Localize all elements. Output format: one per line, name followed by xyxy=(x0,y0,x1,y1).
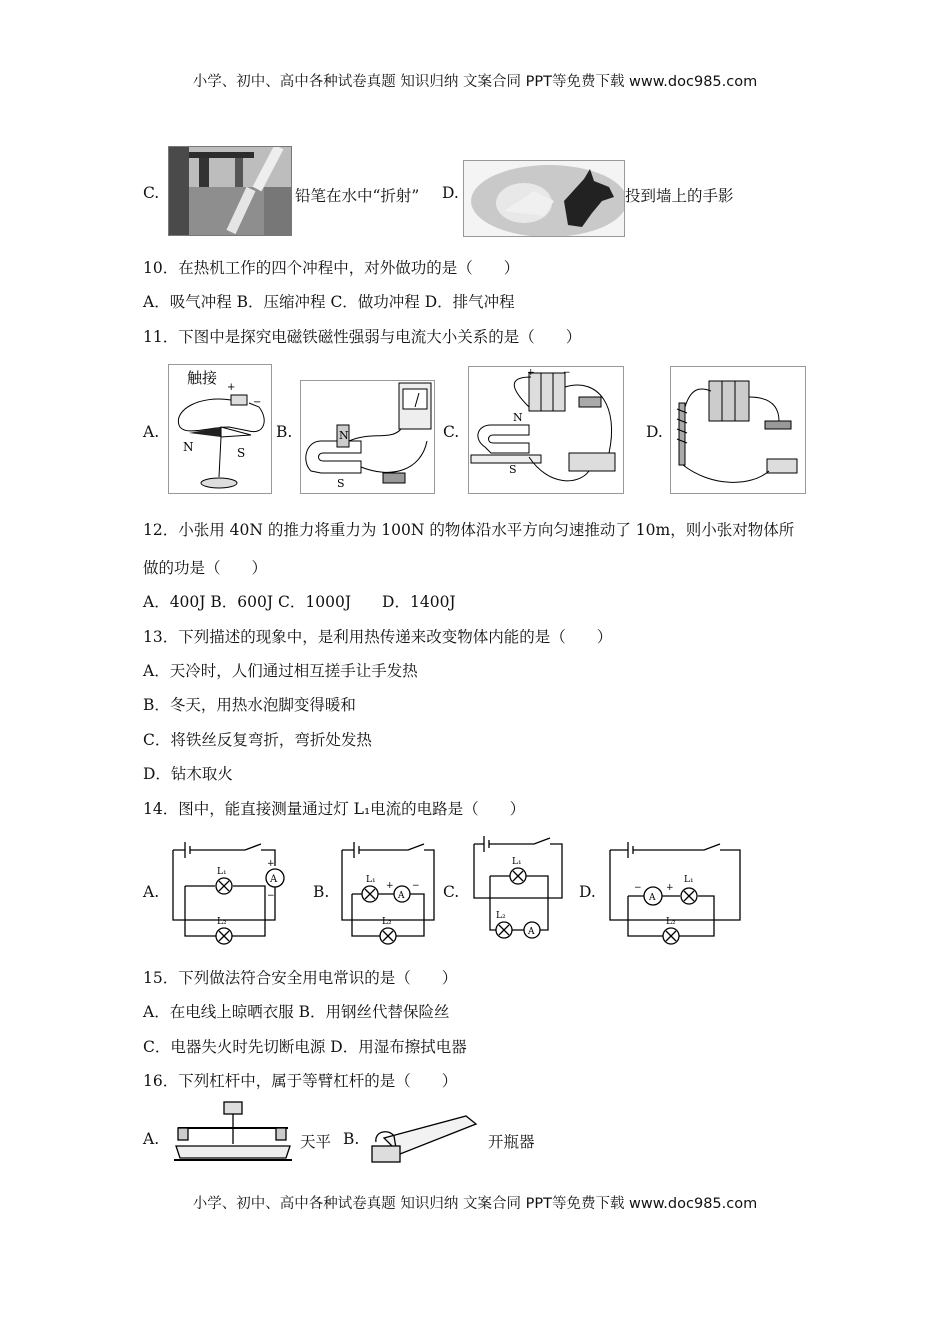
svg-text:+: + xyxy=(527,368,535,378)
svg-text:−: − xyxy=(267,891,275,901)
svg-text:L₁: L₁ xyxy=(366,875,376,885)
q13-option-c: C．将铁丝反复弯折，弯折处发热 xyxy=(143,731,372,749)
svg-text:L₁: L₁ xyxy=(684,875,694,885)
svg-text:−: − xyxy=(563,368,571,378)
svg-text:N: N xyxy=(339,429,349,442)
svg-text:N: N xyxy=(183,440,194,454)
svg-text:N: N xyxy=(513,411,523,424)
q16-option-a-label: A. xyxy=(143,1130,160,1148)
svg-text:S: S xyxy=(509,463,517,476)
q14-stem: 14．图中，能直接测量通过灯 L₁电流的电路是（ ） xyxy=(143,800,526,818)
page-footer: 小学、初中、高中各种试卷真题 知识归纳 文案合同 PPT等免费下载 www.doc985.com xyxy=(192,1196,758,1212)
q11-figure-a xyxy=(168,364,272,494)
q12-options: A．400J B．600J C．1000J D．1400J xyxy=(143,593,456,611)
svg-text:+: + xyxy=(227,382,236,393)
svg-text:A: A xyxy=(649,893,656,903)
bottle-opener-image xyxy=(370,1112,482,1166)
svg-text:L₂: L₂ xyxy=(382,917,392,927)
balance-scale-image xyxy=(172,1098,296,1166)
q16-option-a-text: 天平 xyxy=(300,1133,332,1151)
svg-text:−: − xyxy=(634,883,642,893)
q9-option-d-text: 投到墙上的手影 xyxy=(625,187,734,205)
q16-option-b-label: B. xyxy=(343,1130,360,1148)
page-header: 小学、初中、高中各种试卷真题 知识归纳 文案合同 PPT等免费下载 www.doc985.com xyxy=(192,74,758,90)
q11-label-a: A. xyxy=(143,423,160,441)
svg-text:+: + xyxy=(666,883,674,893)
svg-text:S: S xyxy=(337,477,345,490)
q13-stem: 13．下列描述的现象中，是利用热传递来改变物体内能的是（ ） xyxy=(143,628,613,646)
q11-label-c: C. xyxy=(443,423,460,441)
q11-label-d: D. xyxy=(646,423,663,441)
q11-label-b: B. xyxy=(276,423,293,441)
q16-option-b-text: 开瓶器 xyxy=(488,1133,535,1151)
q12-stem-line2: 做的功是（ ） xyxy=(143,559,268,577)
q10-stem: 10．在热机工作的四个冲程中，对外做功的是（ ） xyxy=(143,259,520,277)
q14-label-a: A. xyxy=(143,883,160,901)
q14-label-c: C. xyxy=(443,883,460,901)
q9-option-c-label: C. xyxy=(143,184,160,202)
q11-figure-d xyxy=(670,366,806,494)
q15-options-line2: C．电器失火时先切断电源 D．用湿布擦拭电器 xyxy=(143,1038,467,1056)
svg-text:S: S xyxy=(237,446,246,460)
q9-option-c-text: 铅笔在水中“折射” xyxy=(295,187,420,205)
q11-figure-b xyxy=(300,380,435,494)
q12-stem-line1: 12．小张用 40N 的推力将重力为 100N 的物体沿水平方向匀速推动了 10m，则小张对物体所 xyxy=(143,521,795,539)
svg-text:L₂: L₂ xyxy=(217,917,227,927)
svg-text:−: − xyxy=(253,397,262,408)
q11-figure-a-text: 触接 xyxy=(187,369,218,387)
svg-text:L₁: L₁ xyxy=(217,867,227,877)
q13-option-d: D．钻木取火 xyxy=(143,765,233,783)
q14-label-b: B. xyxy=(313,883,330,901)
hand-shadow-image xyxy=(463,160,625,237)
q11-figure-c xyxy=(468,366,624,494)
svg-text:A: A xyxy=(398,891,405,901)
q14-circuit-d xyxy=(604,836,750,948)
q11-stem: 11．下图中是探究电磁铁磁性强弱与电流大小关系的是（ ） xyxy=(143,328,582,346)
q10-options: A．吸气冲程 B．压缩冲程 C．做功冲程 D．排气冲程 xyxy=(143,293,515,311)
svg-text:+: + xyxy=(386,881,394,891)
svg-text:L₂: L₂ xyxy=(496,911,506,921)
svg-text:A: A xyxy=(270,874,278,885)
q13-option-a: A．天冷时，人们通过相互搓手让手发热 xyxy=(143,662,418,680)
q14-label-d: D. xyxy=(579,883,596,901)
q15-stem: 15．下列做法符合安全用电常识的是（ ） xyxy=(143,969,458,987)
pencil-in-water-image xyxy=(168,146,292,236)
q14-circuit-a xyxy=(165,836,285,948)
q9-option-d-label: D. xyxy=(442,184,459,202)
svg-text:A: A xyxy=(528,927,535,937)
svg-text:L₂: L₂ xyxy=(666,917,676,927)
q15-options-line1: A．在电线上晾晒衣服 B．用钢丝代替保险丝 xyxy=(143,1003,450,1021)
q14-circuit-b xyxy=(336,836,440,948)
q16-stem: 16．下列杠杆中，属于等臂杠杆的是（ ） xyxy=(143,1072,458,1090)
svg-text:L₁: L₁ xyxy=(512,857,522,867)
svg-text:−: − xyxy=(412,881,420,891)
svg-text:+: + xyxy=(267,859,275,869)
q14-circuit-c xyxy=(468,830,568,948)
q13-option-b: B．冬天，用热水泡脚变得暖和 xyxy=(143,696,356,714)
